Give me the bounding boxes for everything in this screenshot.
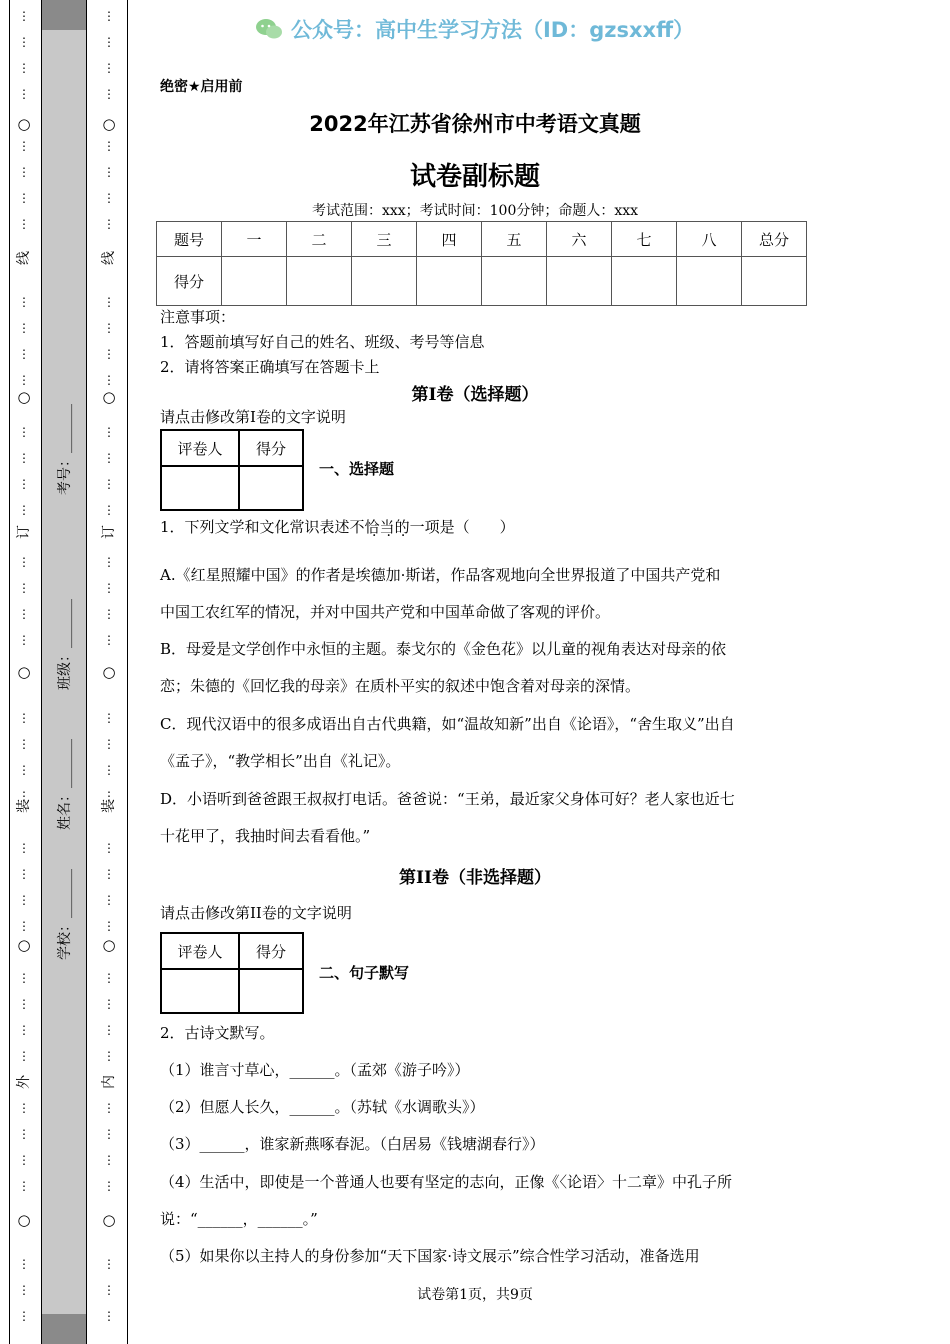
binding-dots: ⋮ <box>103 321 115 335</box>
watermark-text: 公众号：高中生学习方法（ID：gzsxxff） <box>291 18 695 42</box>
score-table <box>156 221 807 306</box>
binding-dots: ⋮ <box>103 425 115 439</box>
score-header-cell: 四 <box>417 222 482 257</box>
score-header-cell: 八 <box>677 222 742 257</box>
binding-char: 外 <box>16 1075 32 1089</box>
q2-item-2: （2）但愿人长久，______。（苏轼《水调歌头》） <box>160 1098 485 1116</box>
grader-label: 评卷人 <box>161 933 239 969</box>
binding-circle: ○ <box>102 936 116 954</box>
exam-info: 考试范围：xxx；考试时间：100分钟；命题人：xxx <box>311 203 639 219</box>
binding-dots: ⋮ <box>103 295 115 309</box>
binding-dots: ⋮ <box>18 1101 30 1115</box>
binding-char: 线 <box>16 251 32 265</box>
binding-circle: ○ <box>17 388 31 406</box>
binding-circle: ○ <box>102 663 116 681</box>
grader-score-label: 得分 <box>239 933 303 969</box>
binding-circle: ○ <box>17 115 31 133</box>
page-footer: 试卷第1页，共9页 <box>417 1287 533 1303</box>
binding-dots: ⋮ <box>18 711 30 725</box>
watermark-header <box>255 14 694 44</box>
binding-dots: ⋮ <box>18 1127 30 1141</box>
q1-stem-post: 的一项是（ ） <box>394 518 515 536</box>
binding-circle: ○ <box>102 115 116 133</box>
score-header-cell: 题号 <box>157 222 222 257</box>
binding-dots: ⋮ <box>18 321 30 335</box>
score-cell <box>677 257 742 306</box>
binding-char: 订 <box>16 525 32 539</box>
binding-dots: ⋮ <box>18 165 30 179</box>
score-header-cell: 五 <box>482 222 547 257</box>
score-cell <box>547 257 612 306</box>
binding-dots: ⋮ <box>18 607 30 621</box>
grader-box-2 <box>160 932 304 1014</box>
q2-item-5: （5）如果你以主持人的身份参加“天下国家·诗文展示”综合性学习活动，准备选用 <box>160 1247 700 1265</box>
binding-dots: ⋮ <box>103 737 115 751</box>
binding-dots: ⋮ <box>103 9 115 23</box>
binding-dots: ⋮ <box>18 1179 30 1193</box>
binding-dots: ⋮ <box>18 295 30 309</box>
binding-dots: ⋮ <box>18 867 30 881</box>
binding-dots: ⋮ <box>18 1153 30 1167</box>
binding-dots: ⋮ <box>103 217 115 231</box>
binding-dots: ⋮ <box>18 347 30 361</box>
binding-dots: ⋮ <box>103 165 115 179</box>
binding-dots: ⋮ <box>103 451 115 465</box>
grader-label: 评卷人 <box>161 430 239 466</box>
binding-dots: ⋮ <box>18 139 30 153</box>
score-header-cell: 一 <box>222 222 287 257</box>
binding-dots: ⋮ <box>18 893 30 907</box>
binding-dots: ⋮ <box>103 893 115 907</box>
note-item: 1．答题前填写好自己的姓名、班级、考号等信息 <box>160 333 485 351</box>
field-class: 班级：_______ <box>57 599 73 690</box>
section1-title: 第I卷（选择题） <box>411 385 539 405</box>
binding-dots: ⋮ <box>103 581 115 595</box>
grader-blank <box>161 466 239 510</box>
binding-dots: ⋮ <box>103 763 115 777</box>
page-subtitle: 试卷副标题 <box>409 162 540 192</box>
field-name: 姓名：_______ <box>57 739 73 830</box>
binding-dots: ⋮ <box>103 87 115 101</box>
grader-blank <box>239 969 303 1013</box>
binding-dots: ⋮ <box>18 1257 30 1271</box>
score-cell <box>742 257 807 306</box>
grader-score-label: 得分 <box>239 430 303 466</box>
binding-circle: ○ <box>17 663 31 681</box>
binding-dots: ⋮ <box>103 711 115 725</box>
binding-dots: ⋮ <box>18 373 30 387</box>
part-two-heading: 二、句子默写 <box>319 964 410 982</box>
binding-dots: ⋮ <box>103 1283 115 1297</box>
binding-dots: ⋮ <box>103 139 115 153</box>
score-cell <box>222 257 287 306</box>
q2-item-1: （1）谁言寸草心，______。（孟郊《游子吟》） <box>160 1061 470 1079</box>
grader-blank <box>239 466 303 510</box>
grader-blank <box>161 969 239 1013</box>
binding-dots: ⋮ <box>103 555 115 569</box>
binding-dots: ⋮ <box>18 1023 30 1037</box>
score-header-cell: 三 <box>352 222 417 257</box>
binding-dots: ⋮ <box>103 503 115 517</box>
binding-dots: ⋮ <box>18 35 30 49</box>
binding-char: 装 <box>16 799 32 813</box>
score-cell <box>417 257 482 306</box>
q1-stem <box>160 509 800 546</box>
binding-char: 线 <box>101 251 117 265</box>
q1-stem-emphasis: 不恰当 <box>349 518 395 536</box>
binding-dots: ⋮ <box>103 841 115 855</box>
binding-dots: ⋮ <box>103 1101 115 1115</box>
score-table-header-row <box>157 222 807 257</box>
binding-cap-bottom <box>42 1314 86 1344</box>
binding-dots: ⋮ <box>103 373 115 387</box>
field-exam-no: 考号：_______ <box>57 404 73 495</box>
binding-dots: ⋮ <box>18 217 30 231</box>
binding-dots: ⋮ <box>103 61 115 75</box>
score-header-cell: 二 <box>287 222 352 257</box>
q2-item-4: （4）生活中，即使是一个普通人也要有坚定的志向，正像《〈论语〉十二章》中孔子所 <box>160 1173 733 1191</box>
binding-dots: ⋮ <box>18 191 30 205</box>
binding-dots: ⋮ <box>18 9 30 23</box>
q2-stem: 2．古诗文默写。 <box>160 1024 275 1042</box>
binding-dots: ⋮ <box>103 1309 115 1323</box>
part-one-heading: 一、选择题 <box>319 460 395 478</box>
binding-dots: ⋮ <box>103 1127 115 1141</box>
binding-dots: ⋮ <box>18 1283 30 1297</box>
binding-dots: ⋮ <box>18 581 30 595</box>
binding-dots: ⋮ <box>103 1023 115 1037</box>
binding-dots: ⋮ <box>18 87 30 101</box>
binding-dots: ⋮ <box>18 555 30 569</box>
binding-dots: ⋮ <box>18 425 30 439</box>
binding-dots: ⋮ <box>103 919 115 933</box>
binding-dots: ⋮ <box>103 191 115 205</box>
q1-option-b: B．母爱是文学创作中永恒的主题。泰戈尔的《金色花》以儿童的视角表达对母亲的依 <box>160 640 727 658</box>
score-header-cell: 七 <box>612 222 677 257</box>
binding-dots: ⋮ <box>18 503 30 517</box>
q1-option-a-cont: 中国工农红军的情况，并对中国共产党和中国革命做了客观的评价。 <box>160 603 611 621</box>
page-title: 2022年江苏省徐州市中考语文真题 <box>309 112 641 136</box>
q1-option-c-cont: 《孟子》，“教学相长”出自《礼记》。 <box>160 752 401 770</box>
binding-dots: ⋮ <box>18 61 30 75</box>
binding-dots: ⋮ <box>103 789 115 803</box>
binding-dots: ⋮ <box>18 451 30 465</box>
binding-dots: ⋮ <box>18 737 30 751</box>
binding-dots: ⋮ <box>18 919 30 933</box>
binding-dots: ⋮ <box>103 1153 115 1167</box>
field-school: 学校：_______ <box>57 869 73 960</box>
score-cell <box>482 257 547 306</box>
q1-option-a: A.《红星照耀中国》的作者是埃德加·斯诺，作品客观地向全世界报道了中国共产党和 <box>160 566 721 584</box>
section2-instruction: 请点击修改第II卷的文字说明 <box>160 904 352 922</box>
binding-dots: ⋮ <box>103 477 115 491</box>
score-cell <box>352 257 417 306</box>
score-cell <box>287 257 352 306</box>
score-row-label: 得分 <box>157 257 222 306</box>
q1-option-c: C．现代汉语中的很多成语出自古代典籍，如“温故知新”出自《论语》，“舍生取义”出自 <box>160 715 735 733</box>
binding-dots: ⋮ <box>103 1179 115 1193</box>
section1-instruction: 请点击修改第I卷的文字说明 <box>160 408 346 426</box>
binding-circle: ○ <box>17 1211 31 1229</box>
q1-option-d: D．小语听到爸爸跟王叔叔打电话。爸爸说：“王弟，最近家父身体可好？老人家也近七 <box>160 790 735 808</box>
binding-dots: ⋮ <box>103 1049 115 1063</box>
binding-dots: ⋮ <box>18 763 30 777</box>
binding-dots: ⋮ <box>18 1309 30 1323</box>
q1-option-b-cont: 恋；朱德的《回忆我的母亲》在质朴平实的叙述中饱含着对母亲的深情。 <box>160 677 641 695</box>
binding-dots: ⋮ <box>18 1049 30 1063</box>
q1-option-d-cont: 十花甲了，我抽时间去看看他。” <box>160 827 371 845</box>
binding-dots: ⋮ <box>103 633 115 647</box>
wechat-icon <box>255 18 283 40</box>
score-table-score-row <box>157 257 807 306</box>
binding-dots: ⋮ <box>18 971 30 985</box>
binding-dots: ⋮ <box>18 789 30 803</box>
binding-dots: ⋮ <box>103 607 115 621</box>
binding-dots: ⋮ <box>103 867 115 881</box>
q2-item-4-cont: 说：“______，______。” <box>160 1210 318 1228</box>
note-item: 2．请将答案正确填写在答题卡上 <box>160 358 380 376</box>
notes-heading: 注意事项： <box>160 308 236 326</box>
score-header-cell: 总分 <box>742 222 807 257</box>
binding-char: 订 <box>101 525 117 539</box>
binding-dots: ⋮ <box>18 997 30 1011</box>
emphasis-dots: ··· <box>372 528 416 544</box>
binding-dots: ⋮ <box>18 477 30 491</box>
binding-dots: ⋮ <box>18 633 30 647</box>
top-secret-label: 绝密★启用前 <box>160 79 243 95</box>
binding-char: 装 <box>101 799 117 813</box>
binding-dots: ⋮ <box>103 1257 115 1271</box>
score-cell <box>612 257 677 306</box>
binding-cap-top <box>42 0 86 30</box>
binding-dots: ⋮ <box>103 997 115 1011</box>
binding-dots: ⋮ <box>18 841 30 855</box>
score-header-cell: 六 <box>547 222 612 257</box>
binding-dots: ⋮ <box>103 35 115 49</box>
grader-box-1 <box>160 429 304 511</box>
q1-stem-pre: 1．下列文学和文化常识表述 <box>160 518 350 536</box>
section2-title: 第II卷（非选择题） <box>399 868 551 888</box>
binding-dots: ⋮ <box>103 347 115 361</box>
binding-char: 内 <box>101 1075 117 1089</box>
binding-circle: ○ <box>102 388 116 406</box>
binding-circle: ○ <box>17 936 31 954</box>
binding-dots: ⋮ <box>103 971 115 985</box>
q2-item-3: （3）______，谁家新燕啄春泥。（白居易《钱塘湖春行》） <box>160 1135 545 1153</box>
binding-circle: ○ <box>102 1211 116 1229</box>
